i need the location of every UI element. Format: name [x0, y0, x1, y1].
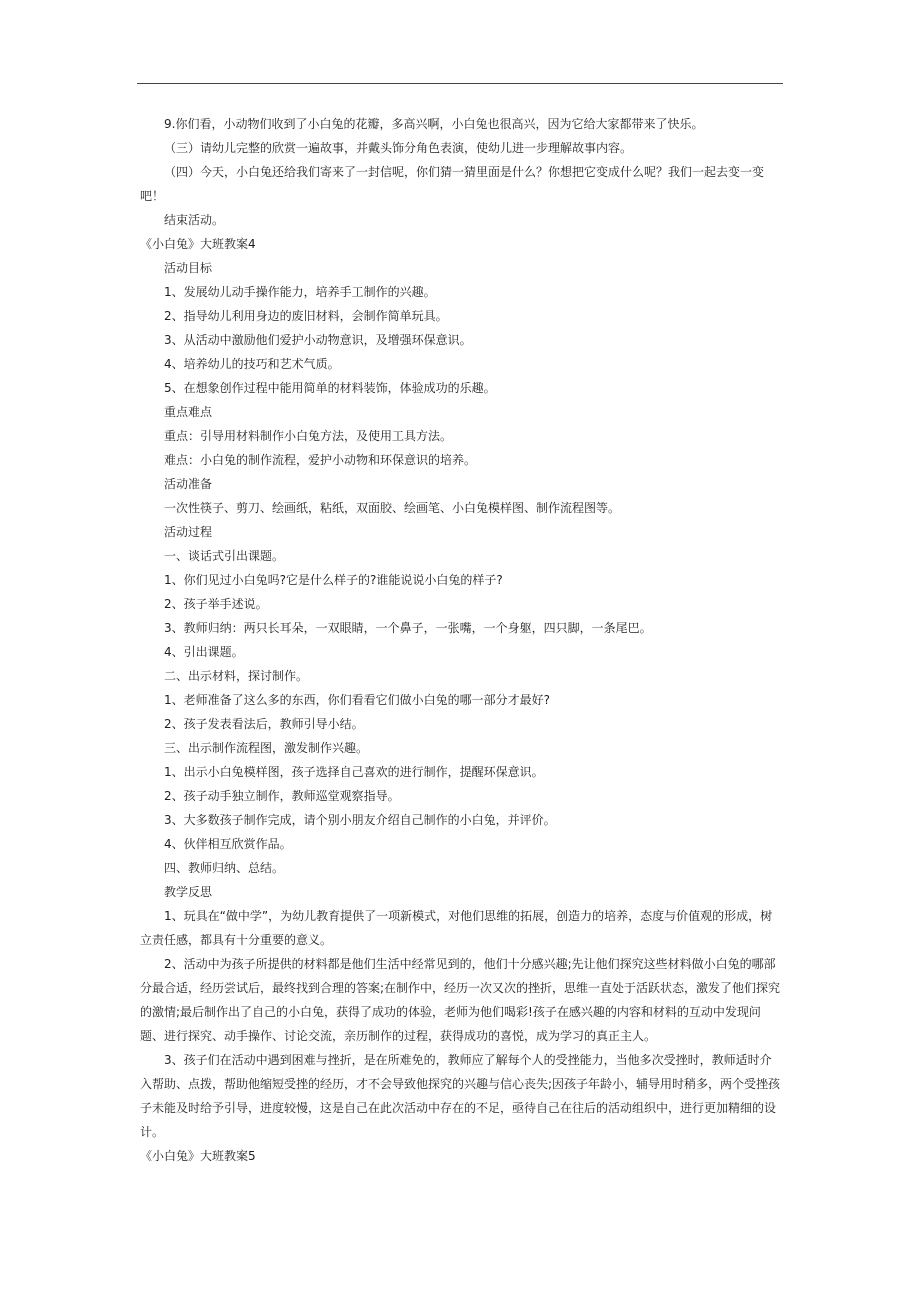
- list-item: 3、从活动中激励他们爱护小动物意识，及增强环保意识。: [164, 333, 472, 347]
- paragraph: 重点：引导用材料制作小白兔方法，及使用工具方法。: [164, 429, 453, 443]
- subheading: 重点难点: [164, 405, 213, 419]
- paragraph: （三）请幼儿完整的欣赏一遍故事，并戴头饰分角色表演，使幼儿进一步理解故事内容。: [164, 141, 633, 155]
- subheading: 活动目标: [164, 261, 213, 275]
- paragraph: 结束活动。: [164, 213, 225, 227]
- reflection-paragraph: 1、玩具在“做中学”，为幼儿教育提供了一项新模式，对他们思维的拓展，创造力的培养，态度与价值观的形成，树立责任感，都具有十分重要的意义。: [140, 909, 773, 947]
- list-item: 2、孩子举手述说。: [164, 597, 268, 611]
- paragraph: （四）今天，小白兔还给我们寄来了一封信呢，你们猜一猜里面是什么？你想把它变成什么呢？我们一起去变一变吧！: [140, 165, 765, 203]
- document-body: [140, 112, 782, 1168]
- list-item: 4、伙伴相互欣赏作品。: [164, 837, 292, 851]
- list-item: 1、发展幼儿动手操作能力，培养手工制作的兴趣。: [164, 285, 436, 299]
- list-item: 2、指导幼儿利用身边的废旧材料，会制作简单玩具。: [164, 309, 448, 323]
- paragraph: 难点：小白兔的制作流程，爱护小动物和环保意识的培养。: [164, 453, 477, 467]
- paragraph: 二、出示材料，探讨制作。: [164, 669, 309, 683]
- subheading: 活动过程: [164, 525, 213, 539]
- list-item: 4、引出课题。: [164, 645, 244, 659]
- list-item: 3、大多数孩子制作完成，请个别小朋友介绍自己制作的小白兔，并评价。: [164, 813, 556, 827]
- reflection-paragraph: 3、孩子们在活动中遇到困难与挫折，是在所难免的，教师应了解每个人的受挫能力，当他多次受挫时，教师适时介入帮助、点拨，帮助他缩短受挫的经历，才不会导致他探究的兴趣与信心丧失;因孩子年龄小，辅导用时稍多，两个受挫孩子未能及时给予引导，进度较慢，这是自己在此次活动中存在的不足，亟待自己在往后的活动组织中，进行更加精细的设计。: [140, 1053, 781, 1139]
- section-title: 《小白兔》大班教案4: [140, 237, 256, 251]
- list-item: 1、老师准备了这么多的东西，你们看看它们做小白兔的哪一部分才最好?: [164, 693, 551, 707]
- list-item: 1、出示小白兔模样图，孩子选择自己喜欢的进行制作，提醒环保意识。: [164, 765, 544, 779]
- section-title: 《小白兔》大班教案5: [140, 1149, 256, 1163]
- subheading: 活动准备: [164, 477, 213, 491]
- subheading: 教学反思: [164, 885, 213, 899]
- list-item: 3、教师归纳：两只长耳朵，一双眼睛，一个鼻子，一张嘴，一个身躯，四只脚，一条尾巴。: [164, 621, 652, 635]
- paragraph: 三、出示制作流程图，激发制作兴趣。: [164, 741, 369, 755]
- list-item: 5、在想象创作过程中能用简单的材料装饰，体验成功的乐趣。: [164, 381, 496, 395]
- paragraph: 一次性筷子、剪刀、绘画纸，粘纸，双面胶、绘画笔、小白兔模样图、制作流程图等。: [164, 501, 621, 515]
- paragraph: 9.你们看，小动物们收到了小白兔的花瓣，多高兴啊，小白兔也很高兴，因为它给大家都带来了快乐。: [164, 117, 704, 131]
- header-rule: [137, 83, 783, 84]
- list-item: 4、培养幼儿的技巧和艺术气质。: [164, 357, 340, 371]
- paragraph: 四、教师归纳、总结。: [164, 861, 285, 875]
- paragraph: 一、谈话式引出课题。: [164, 549, 285, 563]
- reflection-paragraph: 2、活动中为孩子所提供的材料都是他们生活中经常见到的，他们十分感兴趣;先让他们探究这些材料做小白兔的哪部分最合适，经历尝试后，最终找到合理的答案;在制作中，经历一次又次的挫折，思维一直处于活跃状态，激发了他们探究的激情;最后制作出了自己的小白兔，获得了成功的体验，老师为他们喝彩!孩子在感兴趣的内容和材料的互动中发现问题、进行探究、动手操作、讨论交流，亲历制作的过程，获得成功的喜悦，成为学习的真正主人。: [140, 957, 781, 1043]
- list-item: 2、孩子发表看法后，教师引导小结。: [164, 717, 364, 731]
- list-item: 2、孩子动手独立制作，教师巡堂观察指导。: [164, 789, 400, 803]
- list-item: 1、你们见过小白兔吗?它是什么样子的?谁能说说小白兔的样子?: [164, 573, 503, 587]
